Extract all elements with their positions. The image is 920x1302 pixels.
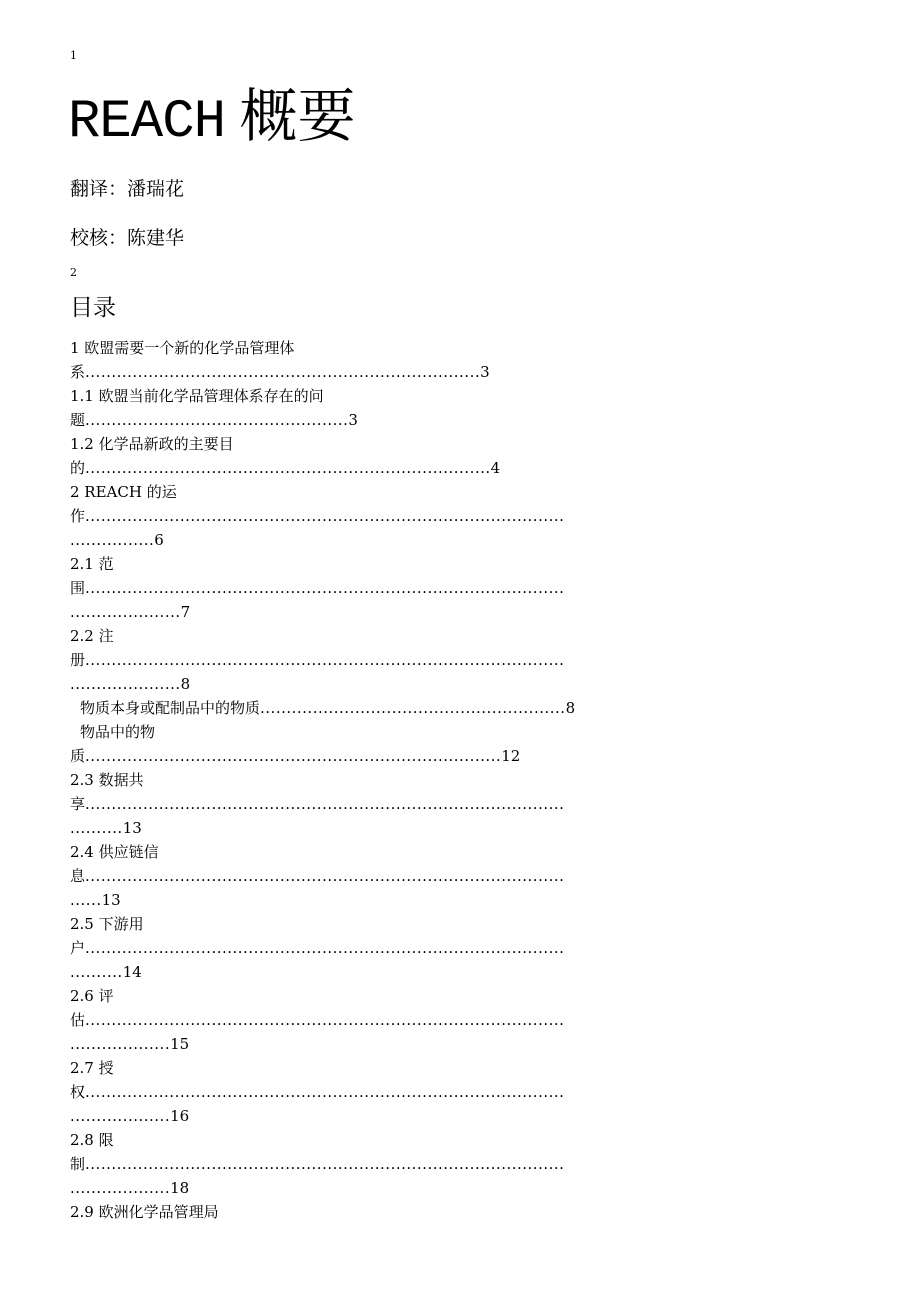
toc-leader-dots: .......... (70, 963, 123, 981)
toc-leader-dots: ............................................................................. (85, 459, 491, 477)
toc-entry-title-cont: 题 (70, 411, 86, 429)
table-of-contents (70, 336, 884, 1224)
toc-page-number: 8 (180, 675, 191, 693)
toc-entry-title: 2.1 范 (70, 555, 114, 573)
toc-line (70, 720, 884, 744)
toc-entry[interactable] (70, 840, 884, 912)
toc-entry-title-cont: 围 (70, 579, 86, 597)
toc-entry-title-cont: 权 (70, 1083, 86, 1101)
toc-entry-title: 2.4 供应链信 (70, 843, 159, 861)
toc-leader-dots: ........................................................................................... (85, 1011, 565, 1029)
toc-entry[interactable] (70, 384, 884, 432)
document-title (68, 82, 356, 158)
toc-leader-dots: ........................................................................................... (85, 1083, 565, 1101)
toc-entry-title: 2.8 限 (70, 1131, 114, 1149)
toc-entry-title: 2.7 授 (70, 1059, 114, 1077)
toc-entry-title-cont: 的 (70, 459, 86, 477)
toc-leader-dots: ........................................................................................... (85, 867, 565, 885)
toc-entry-title-cont: 享 (70, 795, 86, 813)
toc-line (70, 480, 884, 504)
reviewer-line: 校核：陈建华 (70, 227, 185, 249)
toc-entry[interactable] (70, 1056, 884, 1128)
toc-entry-title: 1 欧盟需要一个新的化学品管理体 (70, 339, 295, 357)
toc-line (70, 1104, 884, 1128)
toc-line (70, 624, 884, 648)
toc-page-number: 14 (122, 963, 142, 981)
toc-entry[interactable] (70, 912, 884, 984)
toc-leader-dots: ........................................................................................... (85, 939, 565, 957)
toc-leader-dots: .......................................................... (260, 699, 566, 717)
toc-line (70, 960, 884, 984)
toc-page-number: 18 (170, 1179, 190, 1197)
toc-entry[interactable] (70, 720, 884, 768)
page-number: 1 (70, 49, 77, 62)
toc-entry-title-cont: 作 (70, 507, 86, 525)
toc-line (70, 936, 884, 960)
toc-entry[interactable] (70, 984, 884, 1056)
toc-leader-dots: ........................................................................................... (85, 795, 565, 813)
toc-page-number: 13 (122, 819, 142, 837)
toc-entry[interactable] (70, 480, 884, 552)
toc-leader-dots: ............................................................................... (85, 747, 502, 765)
toc-heading: 目录 (70, 295, 116, 321)
toc-leader-dots: .................................................. (85, 411, 349, 429)
toc-entry-title: 1.1 欧盟当前化学品管理体系存在的问 (70, 387, 324, 405)
toc-line (70, 576, 884, 600)
toc-leader-dots: ........................................................................................... (85, 651, 565, 669)
toc-line (70, 1152, 884, 1176)
toc-entry-title-cont: 户 (70, 939, 86, 957)
toc-line (70, 1080, 884, 1104)
toc-page-number: 4 (490, 459, 501, 477)
toc-page-number: 16 (170, 1107, 190, 1125)
toc-entry-title: 1.2 化学品新政的主要目 (70, 435, 234, 453)
toc-line (70, 600, 884, 624)
toc-leader-dots: ................... (70, 1179, 171, 1197)
toc-line (70, 1032, 884, 1056)
toc-entry[interactable] (70, 552, 884, 624)
toc-leader-dots: ........................................................................................... (85, 507, 565, 525)
toc-entry[interactable] (70, 768, 884, 840)
toc-leader-dots: .......... (70, 819, 123, 837)
toc-page-number: 3 (480, 363, 490, 381)
page-number: 2 (70, 266, 77, 279)
toc-entry-title-cont: 质 (70, 747, 86, 765)
toc-line (70, 384, 884, 408)
toc-line (70, 432, 884, 456)
toc-entry[interactable] (70, 696, 884, 720)
toc-leader-dots: ........................................................................... (85, 363, 481, 381)
toc-line (70, 1200, 884, 1224)
toc-line (70, 696, 884, 720)
toc-leader-dots: ..................... (70, 675, 181, 693)
toc-page-number: 7 (180, 603, 191, 621)
toc-line (70, 648, 884, 672)
toc-line (70, 552, 884, 576)
toc-entry-title: 物品中的物 (80, 723, 156, 741)
toc-line (70, 408, 884, 432)
toc-line (70, 1056, 884, 1080)
toc-line (70, 672, 884, 696)
toc-line (70, 1176, 884, 1200)
toc-page-number: 15 (170, 1035, 190, 1053)
toc-leader-dots: ........................................................................................... (85, 1155, 565, 1173)
toc-entry-title: 2.3 数据共 (70, 771, 144, 789)
toc-entry-title-cont: 息 (70, 867, 86, 885)
toc-line (70, 888, 884, 912)
toc-entry-title-cont: 制 (70, 1155, 86, 1173)
toc-line (70, 336, 884, 360)
toc-page-number: 8 (565, 699, 576, 717)
toc-line (70, 840, 884, 864)
toc-line (70, 1128, 884, 1152)
toc-entry-title: 2.2 注 (70, 627, 114, 645)
toc-entry-title: 2 REACH 的运 (70, 483, 177, 501)
toc-line (70, 360, 884, 384)
toc-line (70, 528, 884, 552)
toc-entry-title-cont: 估 (70, 1011, 86, 1029)
toc-entry[interactable] (70, 336, 884, 384)
title-latin: REACH (68, 92, 226, 153)
toc-line (70, 984, 884, 1008)
toc-entry-title: 2.6 评 (70, 987, 114, 1005)
toc-entry-title-cont: 系 (70, 363, 86, 381)
toc-entry[interactable] (70, 1200, 884, 1224)
toc-line (70, 504, 884, 528)
toc-entry[interactable] (70, 624, 884, 696)
toc-leader-dots: ...... (70, 891, 102, 909)
toc-leader-dots: ........................................................................................... (85, 579, 565, 597)
toc-entry-title: 物质本身或配制品中的物质 (80, 699, 261, 717)
toc-line (70, 1008, 884, 1032)
toc-line (70, 792, 884, 816)
toc-entry[interactable] (70, 1128, 884, 1200)
toc-page-number: 12 (501, 747, 521, 765)
toc-line (70, 816, 884, 840)
toc-entry-title: 2.9 欧洲化学品管理局 (70, 1203, 219, 1221)
toc-entry[interactable] (70, 432, 884, 480)
toc-line (70, 912, 884, 936)
toc-leader-dots: ..................... (70, 603, 181, 621)
toc-line (70, 864, 884, 888)
toc-entry-title-cont: 册 (70, 651, 86, 669)
toc-line (70, 768, 884, 792)
toc-page-number: 13 (101, 891, 121, 909)
translator-line: 翻译：潘瑞花 (70, 178, 185, 200)
toc-leader-dots: ................... (70, 1035, 171, 1053)
title-cjk: 概要 (239, 84, 356, 149)
toc-line (70, 744, 884, 768)
toc-leader-dots: ................ (70, 531, 155, 549)
toc-page-number: 3 (348, 411, 358, 429)
toc-entry-title: 2.5 下游用 (70, 915, 144, 933)
toc-line (70, 456, 884, 480)
toc-leader-dots: ................... (70, 1107, 171, 1125)
toc-page-number: 6 (154, 531, 164, 549)
